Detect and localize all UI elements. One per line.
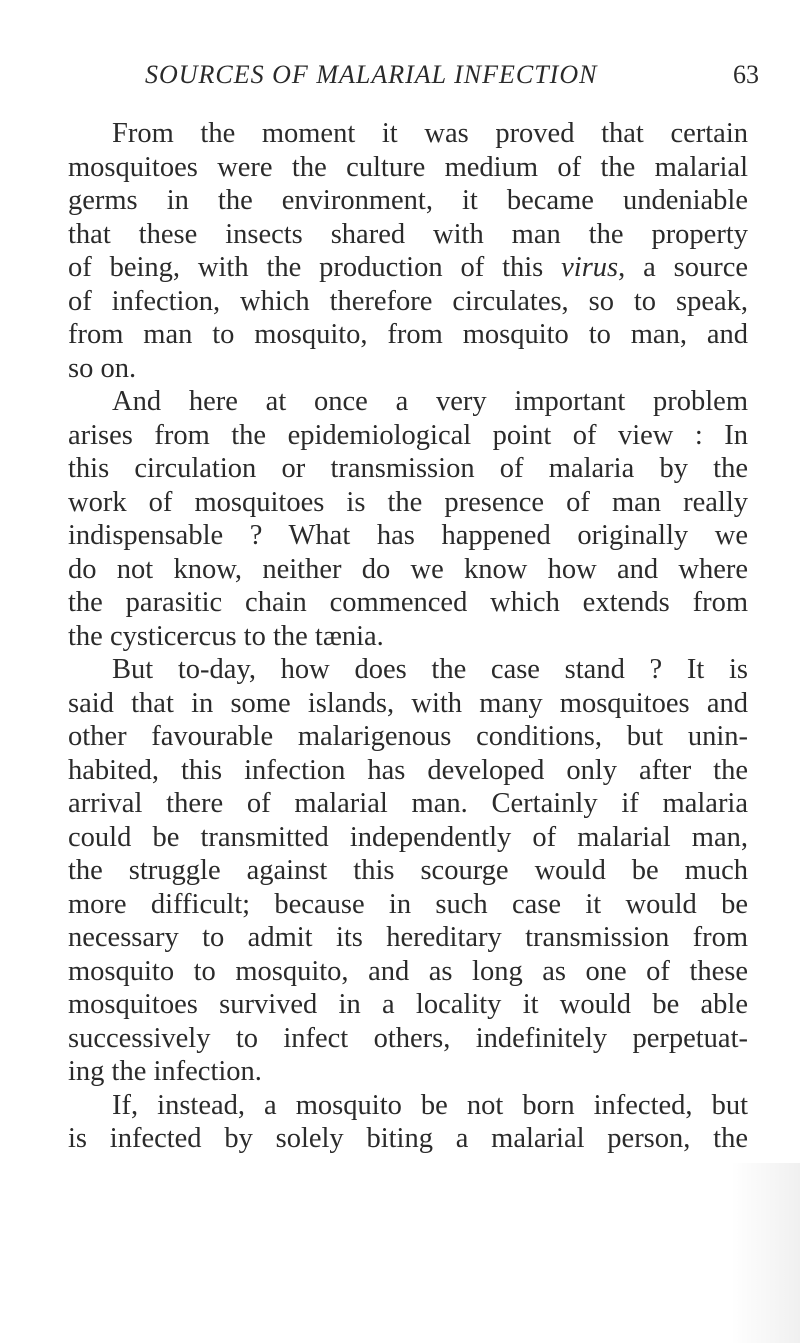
running-head: SOURCES OF MALARIAL INFECTION (145, 60, 598, 89)
text-line: of infection, which therefore circulates, so to speak, (68, 285, 748, 317)
text-line: the parasitic chain commenced which extends from (68, 587, 748, 618)
page-header (0, 60, 800, 100)
page-edge-shadow (730, 1163, 800, 1343)
text-line: said that in some islands, with many mosquitoes and (68, 687, 748, 719)
text-line: arrival there of malarial man. Certainly if malaria (68, 788, 748, 819)
body-text (68, 117, 748, 1156)
text-line: the cysticercus to the tænia. (68, 620, 384, 652)
text-line (68, 251, 748, 285)
page-number: 63 (733, 60, 759, 89)
text-line: mosquitoes were the culture medium of the malarial (68, 151, 748, 183)
text-line: From the moment it was proved that certain (112, 118, 748, 149)
text-line: arises from the epidemiological point of view : In (68, 419, 748, 451)
text-segment: , a source (618, 252, 749, 283)
text-line: this circulation or transmission of malaria by the (68, 453, 748, 484)
text-line: work of mosquitoes is the presence of man really (68, 486, 748, 518)
text-line: the struggle against this scourge would be much (68, 855, 748, 886)
text-line: ing the infection. (68, 1056, 262, 1087)
text-line: And here at once a very important problem (112, 386, 748, 417)
text-line: more difficult; because in such case it would be (68, 888, 748, 920)
text-line: from man to mosquito, from mosquito to man, and (68, 319, 748, 350)
text-segment: of being, with the production of this (68, 252, 544, 283)
italic-term: virus (561, 252, 619, 283)
text-line: successively to infect others, indefinitely perpetuat- (68, 1022, 748, 1054)
text-line: could be transmitted independently of malarial man, (68, 821, 748, 853)
text-line: indispensable ? What has happened originally we (68, 520, 748, 551)
text-line: is infected by solely biting a malarial person, the (68, 1123, 748, 1154)
text-line: mosquitoes survived in a locality it would be able (68, 989, 748, 1020)
text-line: But to-day, how does the case stand ? It is (112, 654, 748, 685)
text-line: that these insects shared with man the property (68, 218, 748, 250)
text-line: so on. (68, 352, 137, 384)
text-line: germs in the environment, it became undeniable (68, 185, 748, 216)
text-line: habited, this infection has developed only after the (68, 754, 748, 786)
text-line: If, instead, a mosquito be not born infected, but (112, 1089, 748, 1121)
text-line: do not know, neither do we know how and where (68, 553, 748, 585)
text-line: mosquito to mosquito, and as long as one of these (68, 955, 748, 987)
text-line: other favourable malarigenous conditions, but unin- (68, 721, 748, 752)
text-line: necessary to admit its hereditary transmission from (68, 922, 748, 953)
